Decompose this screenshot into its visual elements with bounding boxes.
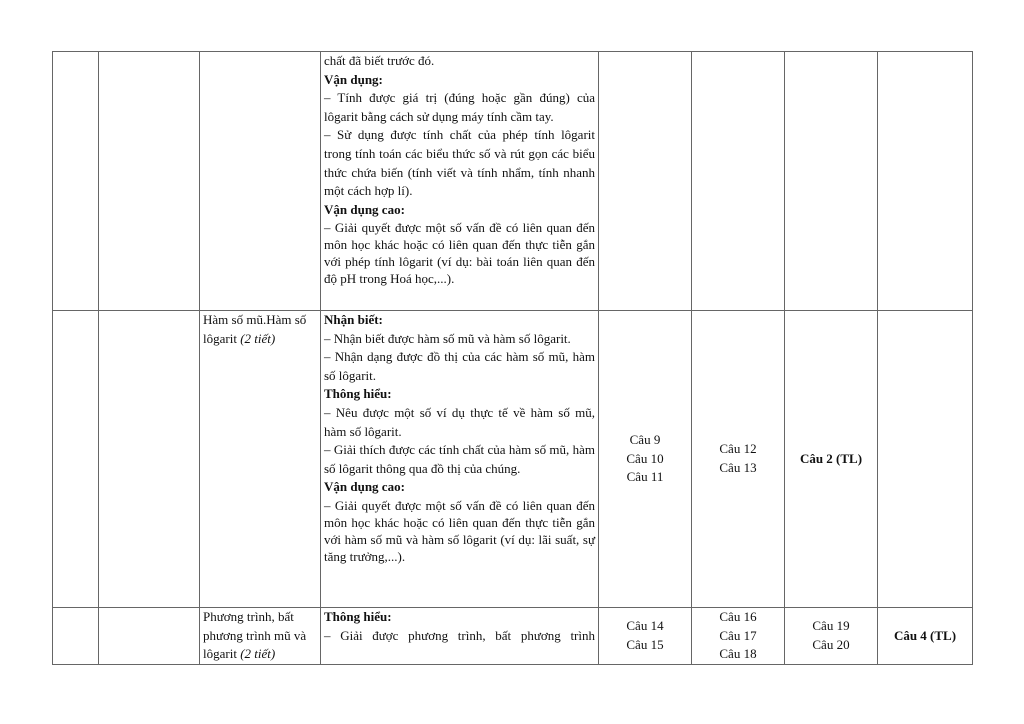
question-ref: Câu 13 [719, 460, 757, 475]
cell-index [53, 52, 99, 311]
cell-level-a [599, 311, 692, 608]
question-ref: Câu 14 [626, 618, 664, 634]
question-ref: Câu 18 [719, 646, 757, 662]
requirement-line: – Giải được phương trình, bất phương trình [324, 627, 595, 643]
question-ref: Câu 16 [719, 609, 757, 624]
requirement-line: – Tính được giá trị (đúng hoặc gần đúng) của lôgarit bằng cách sử dụng máy tính cầm tay. [324, 90, 595, 124]
cell-level-b [692, 311, 785, 608]
cell-level-d [878, 608, 973, 665]
cell-level-d [878, 52, 973, 311]
requirement-line: – Nêu được một số ví dụ thực tế về hàm số mũ, hàm số lôgarit. [324, 404, 595, 439]
question-ref: Câu 9 [629, 432, 661, 448]
level-label: Vận dụng cao: [324, 201, 405, 217]
topic-title: Hàm số mũ.Hàm số lôgarit [203, 312, 307, 346]
question-ref: Câu 10 [626, 450, 664, 466]
requirement-line: – Nhận biết được hàm số mũ và hàm số lôgarit. [324, 330, 571, 346]
question-ref: Câu 17 [719, 627, 757, 643]
table-row [53, 608, 973, 665]
requirement-line: – Giải quyết được một số vấn đề có liên quan đến môn học khác hoặc có liên quan đến thực tiễn gắn với phép tính lôgarit (ví dụ: bài toán liên quan đến độ pH trong Hoá học,...). [324, 220, 595, 287]
requirement-line: chất đã biết trước đó. [324, 53, 435, 68]
question-ref: Câu 11 [626, 469, 664, 485]
cell-level-b [692, 608, 785, 665]
cell-level-d [878, 311, 973, 608]
exam-matrix-table [52, 51, 973, 665]
requirement-line: – Giải quyết được một số vấn đề có liên quan đến môn học khác hoặc có liên quan đến thực tiễn gắn với hàm số mũ và hàm số lôgarit (ví dụ: lãi suất, sự tăng trưởng,...). [324, 497, 595, 564]
cell-level-b [692, 52, 785, 311]
cell-requirements [321, 608, 599, 665]
question-ref: Câu 2 (TL) [799, 450, 863, 466]
level-label: Nhận biết: [324, 312, 383, 327]
cell-requirements [321, 311, 599, 608]
cell-topic [200, 608, 321, 665]
cell-level-a [599, 608, 692, 665]
table-row [53, 311, 973, 608]
question-ref: Câu 4 (TL) [893, 627, 957, 643]
level-label: Vận dụng: [324, 71, 383, 87]
level-label: Thông hiểu: [324, 386, 392, 402]
topic-title: Phương trình, bất phương trình mũ và lôgarit [203, 609, 307, 662]
topic-duration: (2 tiết) [240, 646, 276, 662]
cell-level-c [785, 52, 878, 311]
cell-chapter [99, 311, 200, 608]
cell-requirements [321, 52, 599, 311]
topic-duration: (2 tiết) [240, 330, 276, 346]
table-row [53, 52, 973, 311]
cell-topic [200, 311, 321, 608]
cell-index [53, 311, 99, 608]
cell-level-c [785, 311, 878, 608]
requirement-line: – Sử dụng được tính chất của phép tính lôgarit trong tính toán các biểu thức số và rút gọn các biểu thức chứa biến (tính viết và tính nhẩm, tính nhanh một cách hợp lí). [324, 127, 595, 199]
question-ref: Câu 19 [812, 618, 850, 634]
level-label: Vận dụng cao: [324, 479, 405, 495]
requirement-line: – Giải thích được các tính chất của hàm số mũ, hàm số lôgarit thông qua đồ thị của chúng. [324, 442, 595, 476]
cell-index [53, 608, 99, 665]
requirement-line: – Nhận dạng được đồ thị của các hàm số mũ, hàm số lôgarit. [324, 349, 595, 383]
cell-topic [200, 52, 321, 311]
question-ref: Câu 20 [812, 636, 850, 652]
level-label: Thông hiểu: [324, 609, 392, 624]
question-ref: Câu 12 [719, 441, 757, 457]
cell-chapter [99, 608, 200, 665]
cell-level-a [599, 52, 692, 311]
cell-chapter [99, 52, 200, 311]
cell-level-c [785, 608, 878, 665]
question-ref: Câu 15 [626, 636, 664, 652]
